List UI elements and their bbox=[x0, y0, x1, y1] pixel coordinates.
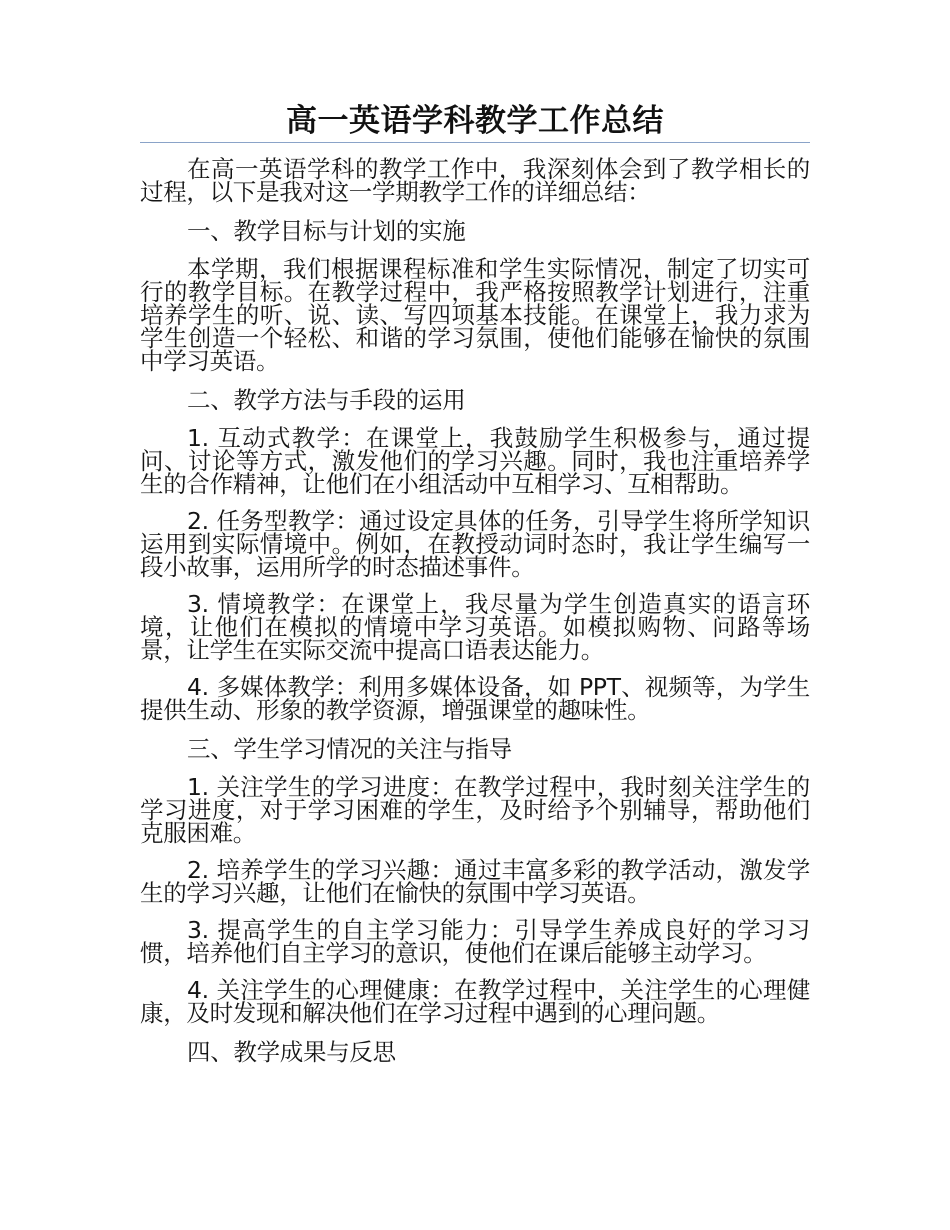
section-3-paragraph-3: 3. 提高学生的自主学习能力：引导学生养成良好的学习习惯，培养他们自主学习的意识，使他们在课后能够主动学习。 bbox=[140, 916, 810, 967]
section-heading-3: 三、学生学习情况的关注与指导 bbox=[187, 735, 512, 763]
section-heading-4: 四、教学成果与反思 bbox=[187, 1038, 396, 1066]
section-heading-1: 一、教学目标与计划的实施 bbox=[187, 217, 466, 245]
section-2-paragraph-4: 4. 多媒体教学：利用多媒体设备，如 PPT、视频等，为学生提供生动、形象的教学资源，增强课堂的趣味性。 bbox=[140, 673, 810, 724]
section-2-paragraph-2: 2. 任务型教学：通过设定具体的任务，引导学生将所学知识运用到实际情境中。例如，在教授动词时态时，我让学生编写一段小故事，运用所学的时态描述事件。 bbox=[140, 507, 810, 581]
section-2-paragraph-3: 3. 情境教学：在课堂上，我尽量为学生创造真实的语言环境，让他们在模拟的情境中学习英语。如模拟购物、问路等场景，让学生在实际交流中提高口语表达能力。 bbox=[140, 590, 810, 664]
section-3-paragraph-4: 4. 关注学生的心理健康：在教学过程中，关注学生的心理健康，及时发现和解决他们在学习过程中遇到的心理问题。 bbox=[140, 976, 810, 1027]
section-3-paragraph-1: 1. 关注学生的学习进度：在教学过程中，我时刻关注学生的学习进度，对于学习困难的学生，及时给予个别辅导，帮助他们克服困难。 bbox=[140, 773, 810, 847]
section-heading-2: 二、教学方法与手段的运用 bbox=[187, 386, 466, 414]
document-body bbox=[140, 155, 810, 1079]
section-1-paragraph-1: 本学期，我们根据课程标准和学生实际情况，制定了切实可行的教学目标。在教学过程中，我严格按照教学计划进行，注重培养学生的听、说、读、写四项基本技能。在课堂上，我力求为学生创造一个轻松、和谐的学习氛围，使他们能够在愉快的氛围中学习英语。 bbox=[140, 255, 810, 375]
section-3-paragraph-2: 2. 培养学生的学习兴趣：通过丰富多彩的教学活动，激发学生的学习兴趣，让他们在愉快的氛围中学习英语。 bbox=[140, 856, 810, 907]
title-block bbox=[140, 100, 810, 143]
document-title: 高一英语学科教学工作总结 bbox=[286, 103, 664, 139]
section-2-paragraph-1: 1. 互动式教学：在课堂上，我鼓励学生积极参与，通过提问、讨论等方式，激发他们的学习兴趣。同时，我也注重培养学生的合作精神，让他们在小组活动中互相学习、互相帮助。 bbox=[140, 424, 810, 498]
intro-paragraph: 在高一英语学科的教学工作中，我深刻体会到了教学相长的过程，以下是我对这一学期教学工作的详细总结： bbox=[140, 155, 810, 206]
